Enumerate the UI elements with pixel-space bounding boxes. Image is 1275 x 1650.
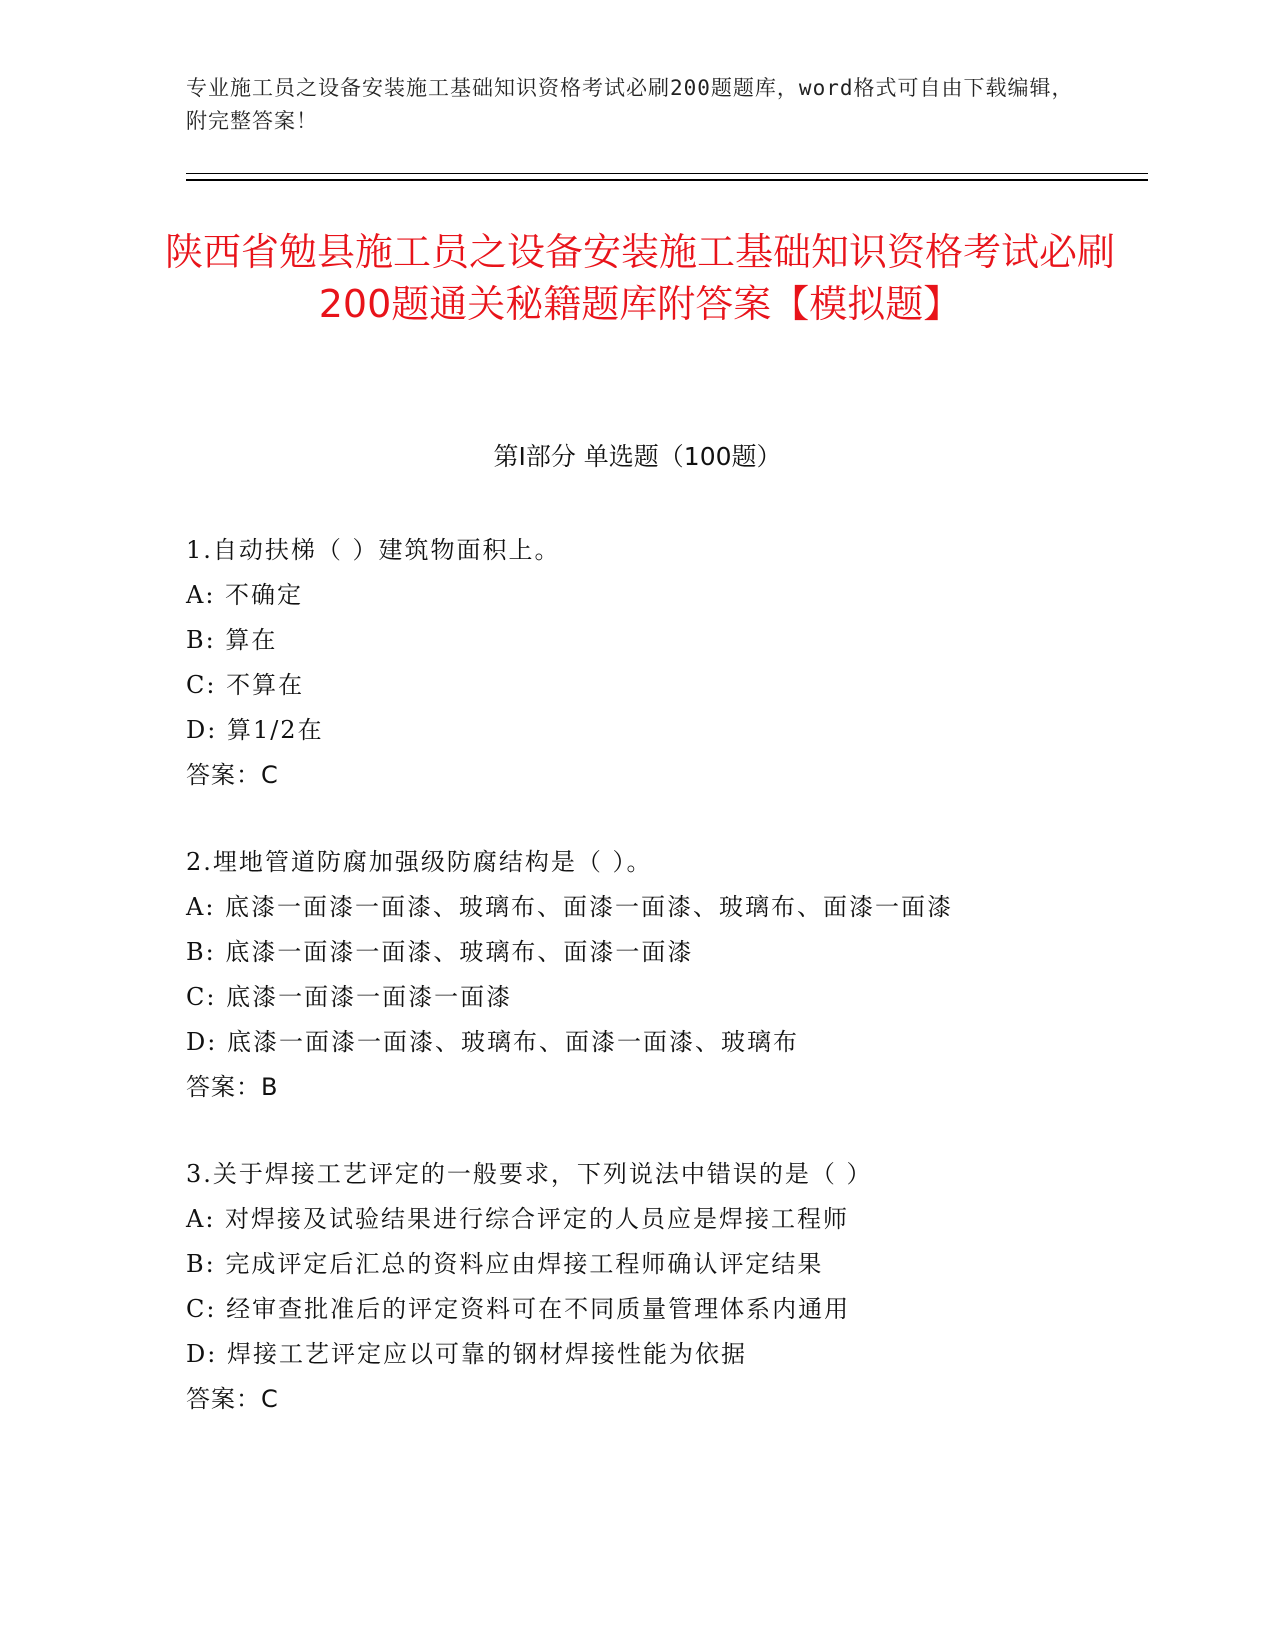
section-title: 第I部分 单选题（100题） <box>493 442 782 471</box>
question-2 <box>186 840 1106 1110</box>
option-b: B: 完成评定后汇总的资料应由焊接工程师确认评定结果 <box>186 1250 824 1278</box>
answer: 答案：B <box>186 1073 279 1101</box>
question-stem: 3.关于焊接工艺评定的一般要求，下列说法中错误的是（ ） <box>186 1160 873 1188</box>
option-c: C: 底漆一面漆一面漆一面漆 <box>186 983 513 1011</box>
document-title: 陕西省勉县施工员之设备安装施工基础知识资格考试必刷200题通关秘籍题库附答案【模拟题】 <box>164 230 1115 326</box>
question-1 <box>186 528 1106 798</box>
option-d: D: 焊接工艺评定应以可靠的钢材焊接性能为依据 <box>186 1340 747 1368</box>
question-list <box>186 528 1106 1464</box>
option-c: C: 不算在 <box>186 671 305 699</box>
answer: 答案：C <box>186 1385 279 1413</box>
option-d: D: 底漆一面漆一面漆、玻璃布、面漆一面漆、玻璃布 <box>186 1028 799 1056</box>
header-divider-thick <box>186 179 1148 181</box>
option-a: A: 不确定 <box>186 581 304 609</box>
option-c: C: 经审查批准后的评定资料可在不同质量管理体系内通用 <box>186 1295 851 1323</box>
question-3 <box>186 1152 1106 1422</box>
option-b: B: 算在 <box>186 626 278 654</box>
option-b: B: 底漆一面漆一面漆、玻璃布、面漆一面漆 <box>186 938 694 966</box>
header-divider-thin <box>186 173 1148 174</box>
question-stem: 1.自动扶梯（ ）建筑物面积上。 <box>186 536 561 564</box>
option-a: A: 底漆一面漆一面漆、玻璃布、面漆一面漆、玻璃布、面漆一面漆 <box>186 893 954 921</box>
question-stem: 2.埋地管道防腐加强级防腐结构是（ ）。 <box>186 848 653 876</box>
header-note: 专业施工员之设备安装施工基础知识资格考试必刷200题题库，word格式可自由下载编辑，附完整答案！ <box>186 76 1074 133</box>
answer: 答案：C <box>186 761 279 789</box>
option-d: D: 算1/2在 <box>186 716 324 744</box>
option-a: A: 对焊接及试验结果进行综合评定的人员应是焊接工程师 <box>186 1205 850 1233</box>
